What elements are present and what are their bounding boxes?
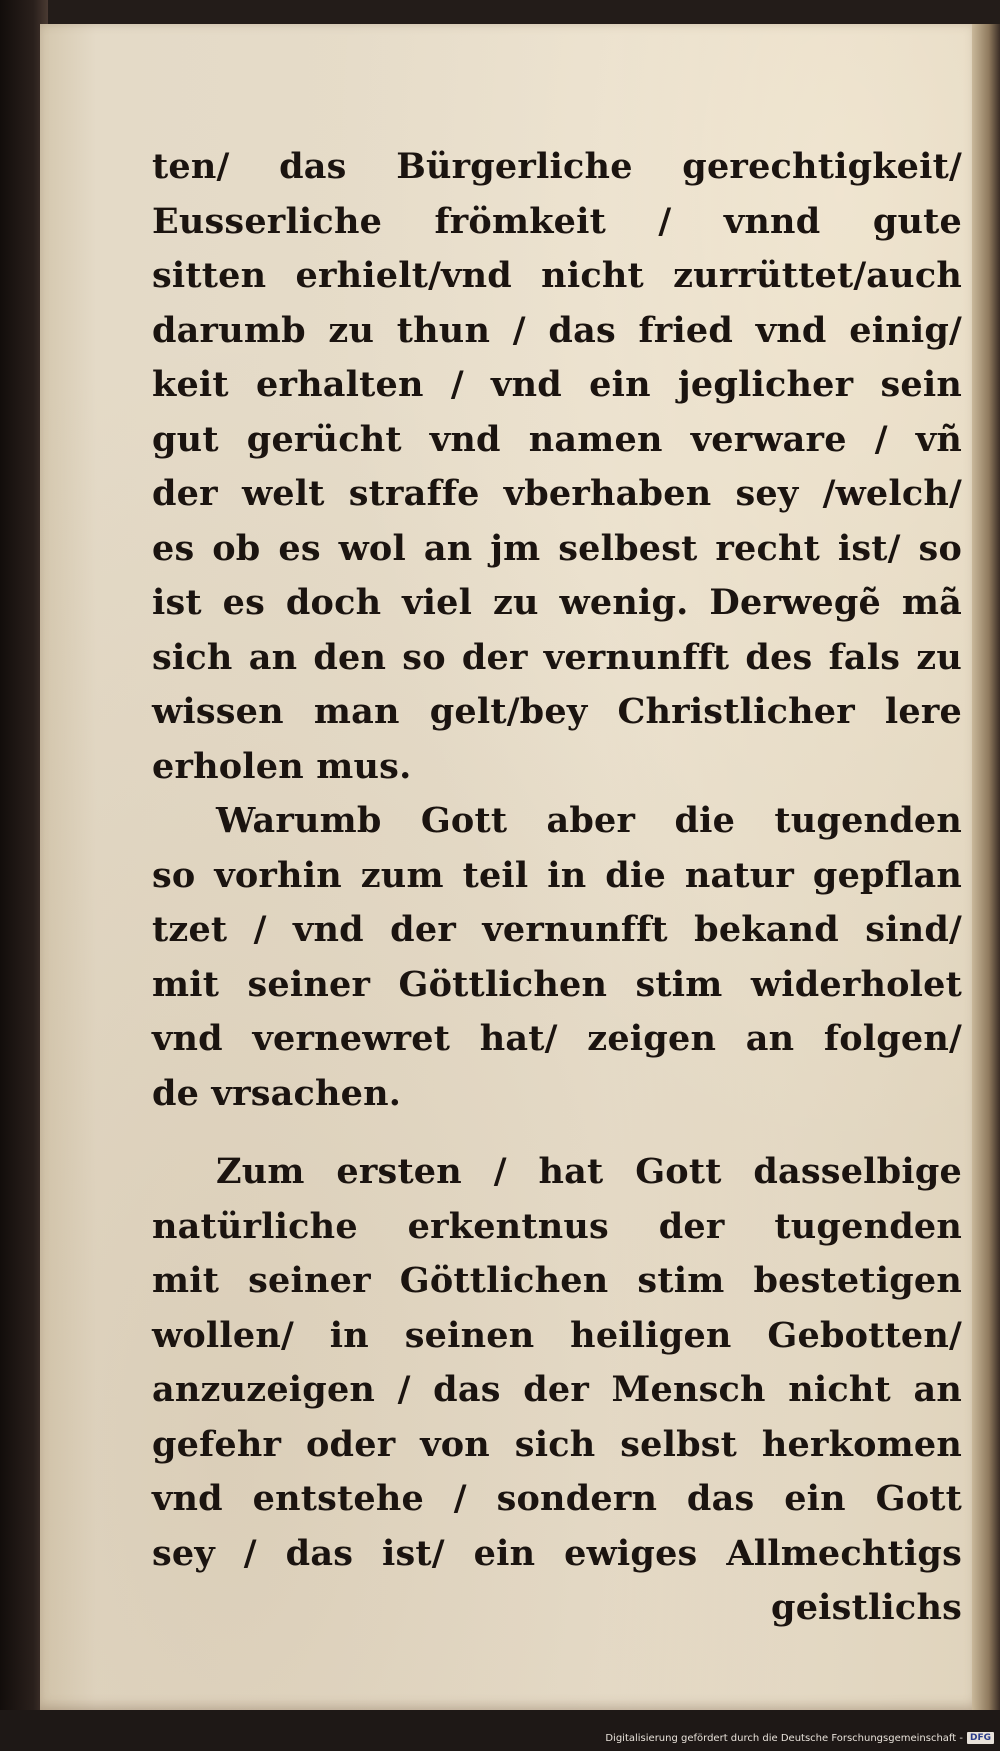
page-right-edge: [972, 24, 1000, 1710]
text-line: darumb zu thun / das fried vnd einig/: [152, 309, 962, 351]
text-line: vnd vernewret hat/ zeigen an folgen/: [152, 1018, 962, 1059]
text-line: es ob es wol an jm selbest recht ist/ so: [152, 527, 962, 569]
dfg-logo: DFG: [967, 1732, 994, 1744]
text-line: anzuzeigen / das der Mensch nicht an: [152, 1369, 962, 1410]
text-line: wollen/ in seinen heiligen Gebotten/: [152, 1314, 962, 1356]
text-line: ten/ das Bürgerliche gerechtigkeit/: [152, 146, 962, 187]
catchword: geistlichs: [771, 1587, 962, 1628]
text-line: sich an den so der vernunfft des fals zu: [152, 636, 962, 678]
paragraph-first-line: Warumb Gott aber die tugenden: [216, 800, 962, 841]
digitization-credit: [605, 1732, 994, 1744]
text-line: gut gerücht vnd namen verware / vñ: [152, 418, 962, 460]
paragraph-gap: [152, 1121, 962, 1145]
text-line: keit erhalten / vnd ein jeglicher sein: [152, 364, 962, 405]
scan-bottom-shadow: [0, 1710, 1000, 1751]
text-line: wissen man gelt/bey Christlicher lere: [152, 691, 962, 732]
text-line: Eusserliche frömkeit / vnnd gute: [152, 200, 962, 242]
text-line: sitten erhielt/vnd nicht zurrüttet/auch: [152, 255, 962, 296]
text-line: sey / das ist/ ein ewiges Allmechtigs: [152, 1532, 962, 1574]
credit-text: Digitalisierung gefördert durch die Deutsche Forschungsgemeinschaft -: [605, 1732, 963, 1744]
text-line: ist es doch viel zu wenig. Derwegẽ mã: [152, 582, 962, 623]
text-line: de vrsachen.: [152, 1072, 402, 1114]
text-line: mit seiner Göttlichen stim bestetigen: [152, 1260, 962, 1301]
text-line: so vorhin zum teil in die natur gepflan: [152, 854, 962, 896]
text-line: der welt straffe vberhaben sey /welch/: [152, 473, 962, 514]
text-line: vnd entstehe / sondern das ein Gott: [152, 1478, 962, 1519]
text-line: natürliche erkentnus der tugenden: [152, 1205, 962, 1247]
text-line: mit seiner Göttlichen stim widerholet: [152, 963, 962, 1005]
text-line: gefehr oder von sich selbst herkomen: [152, 1423, 962, 1465]
text-line: erholen mus.: [152, 745, 412, 787]
page-text-block: [152, 140, 962, 1636]
paragraph-first-line: Zum ersten / hat Gott dasselbige: [216, 1151, 962, 1192]
text-line: tzet / vnd der vernunfft bekand sind/: [152, 909, 962, 950]
